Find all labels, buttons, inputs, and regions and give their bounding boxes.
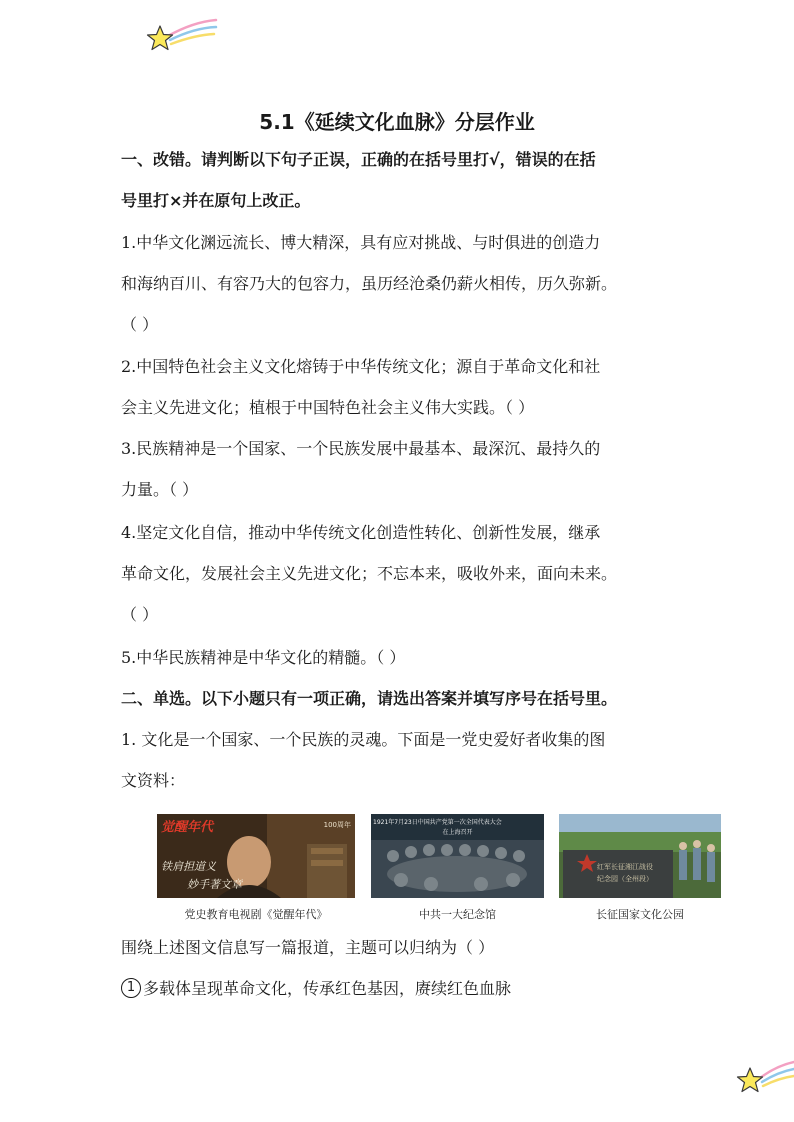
question-3-line1: 3.民族精神是一个国家、一个民族发展中最基本、最深沉、最持久的 xyxy=(121,439,601,458)
shooting-star-icon xyxy=(138,16,218,58)
option-1[interactable] xyxy=(121,968,681,1009)
mcq-1-stem xyxy=(121,927,681,1009)
drama-subtitle-1: 铁肩担道义 xyxy=(161,860,216,873)
option-1-text: 多载体呈现革命文化，传承红色基因，赓续红色血脉 xyxy=(143,979,512,998)
section-1-heading-line1: 一、改错。请判断以下句子正误，正确的在括号里打√，错误的在括 xyxy=(121,150,596,169)
section-1 xyxy=(121,139,681,221)
section-2 xyxy=(121,678,681,801)
memorial-hall-image xyxy=(371,814,544,898)
memorial-banner-2: 在上海召开 xyxy=(442,829,473,836)
section-1-heading-line2: 号里打×并在原句上改正。 xyxy=(121,191,311,210)
question-2 xyxy=(121,346,681,428)
mcq-1-line1: 1. 文化是一个国家、一个民族的灵魂。下面是一党史爱好者收集的图 xyxy=(121,730,606,749)
long-march-park-image xyxy=(559,814,721,898)
question-5 xyxy=(121,637,681,678)
question-2-line2: 会主义先进文化；植根于中国特色社会主义伟大实践。（ ） xyxy=(121,398,535,417)
drama-badge-text: 100周年 xyxy=(323,821,351,829)
question-1-line1: 1.中华文化渊远流长、博大精深，具有应对挑战、与时俱进的创造力 xyxy=(121,233,601,252)
image-caption-1: 党史教育电视剧《觉醒年代》 xyxy=(184,908,328,921)
memorial-banner-1: 1921年7月23日中国共产党第一次全国代表大会 xyxy=(373,819,502,826)
image-caption-2: 中共一大纪念馆 xyxy=(419,908,496,921)
question-1 xyxy=(121,222,681,345)
stone-inscription-2: 纪念园（全州段） xyxy=(597,875,653,883)
question-3 xyxy=(121,428,681,510)
shooting-star-icon xyxy=(730,1056,794,1098)
option-number-badge: 1 xyxy=(121,978,141,998)
mcq-1-line2: 文资料： xyxy=(121,771,186,790)
question-4 xyxy=(121,512,681,635)
tv-drama-still-image xyxy=(157,814,355,898)
image-row xyxy=(121,814,721,934)
answer-parentheses[interactable]: （ ） xyxy=(121,605,159,624)
question-4-line1: 4.坚定文化自信，推动中华传统文化创造性转化、创新性发展，继承 xyxy=(121,523,601,542)
drama-subtitle-2: 妙手著文章 xyxy=(187,878,242,891)
question-5-line1: 5.中华民族精神是中华文化的精髓。（ ） xyxy=(121,648,406,667)
page-title: 5.1《延续文化血脉》分层作业 xyxy=(259,110,535,134)
stone-inscription-1: 红军长征湘江战役 xyxy=(597,863,653,871)
drama-logo-text: 觉醒年代 xyxy=(161,820,214,835)
mcq-1-question: 围绕上述图文信息写一篇报道，主题可以归纳为（ ） xyxy=(121,938,495,957)
answer-parentheses[interactable]: （ ） xyxy=(121,315,159,334)
question-4-line2: 革命文化，发展社会主义先进文化；不忘本来，吸收外来，面向未来。 xyxy=(121,564,618,583)
question-1-line2: 和海纳百川、有容乃大的包容力，虽历经沧桑仍薪火相传，历久弥新。 xyxy=(121,274,618,293)
question-2-line1: 2.中国特色社会主义文化熔铸于中华传统文化；源自于革命文化和社 xyxy=(121,357,601,376)
image-caption-3: 长征国家文化公园 xyxy=(596,908,684,921)
question-3-line2: 力量。（ ） xyxy=(121,480,199,499)
section-2-heading: 二、单选。以下小题只有一项正确，请选出答案并填写序号在括号里。 xyxy=(121,689,618,708)
